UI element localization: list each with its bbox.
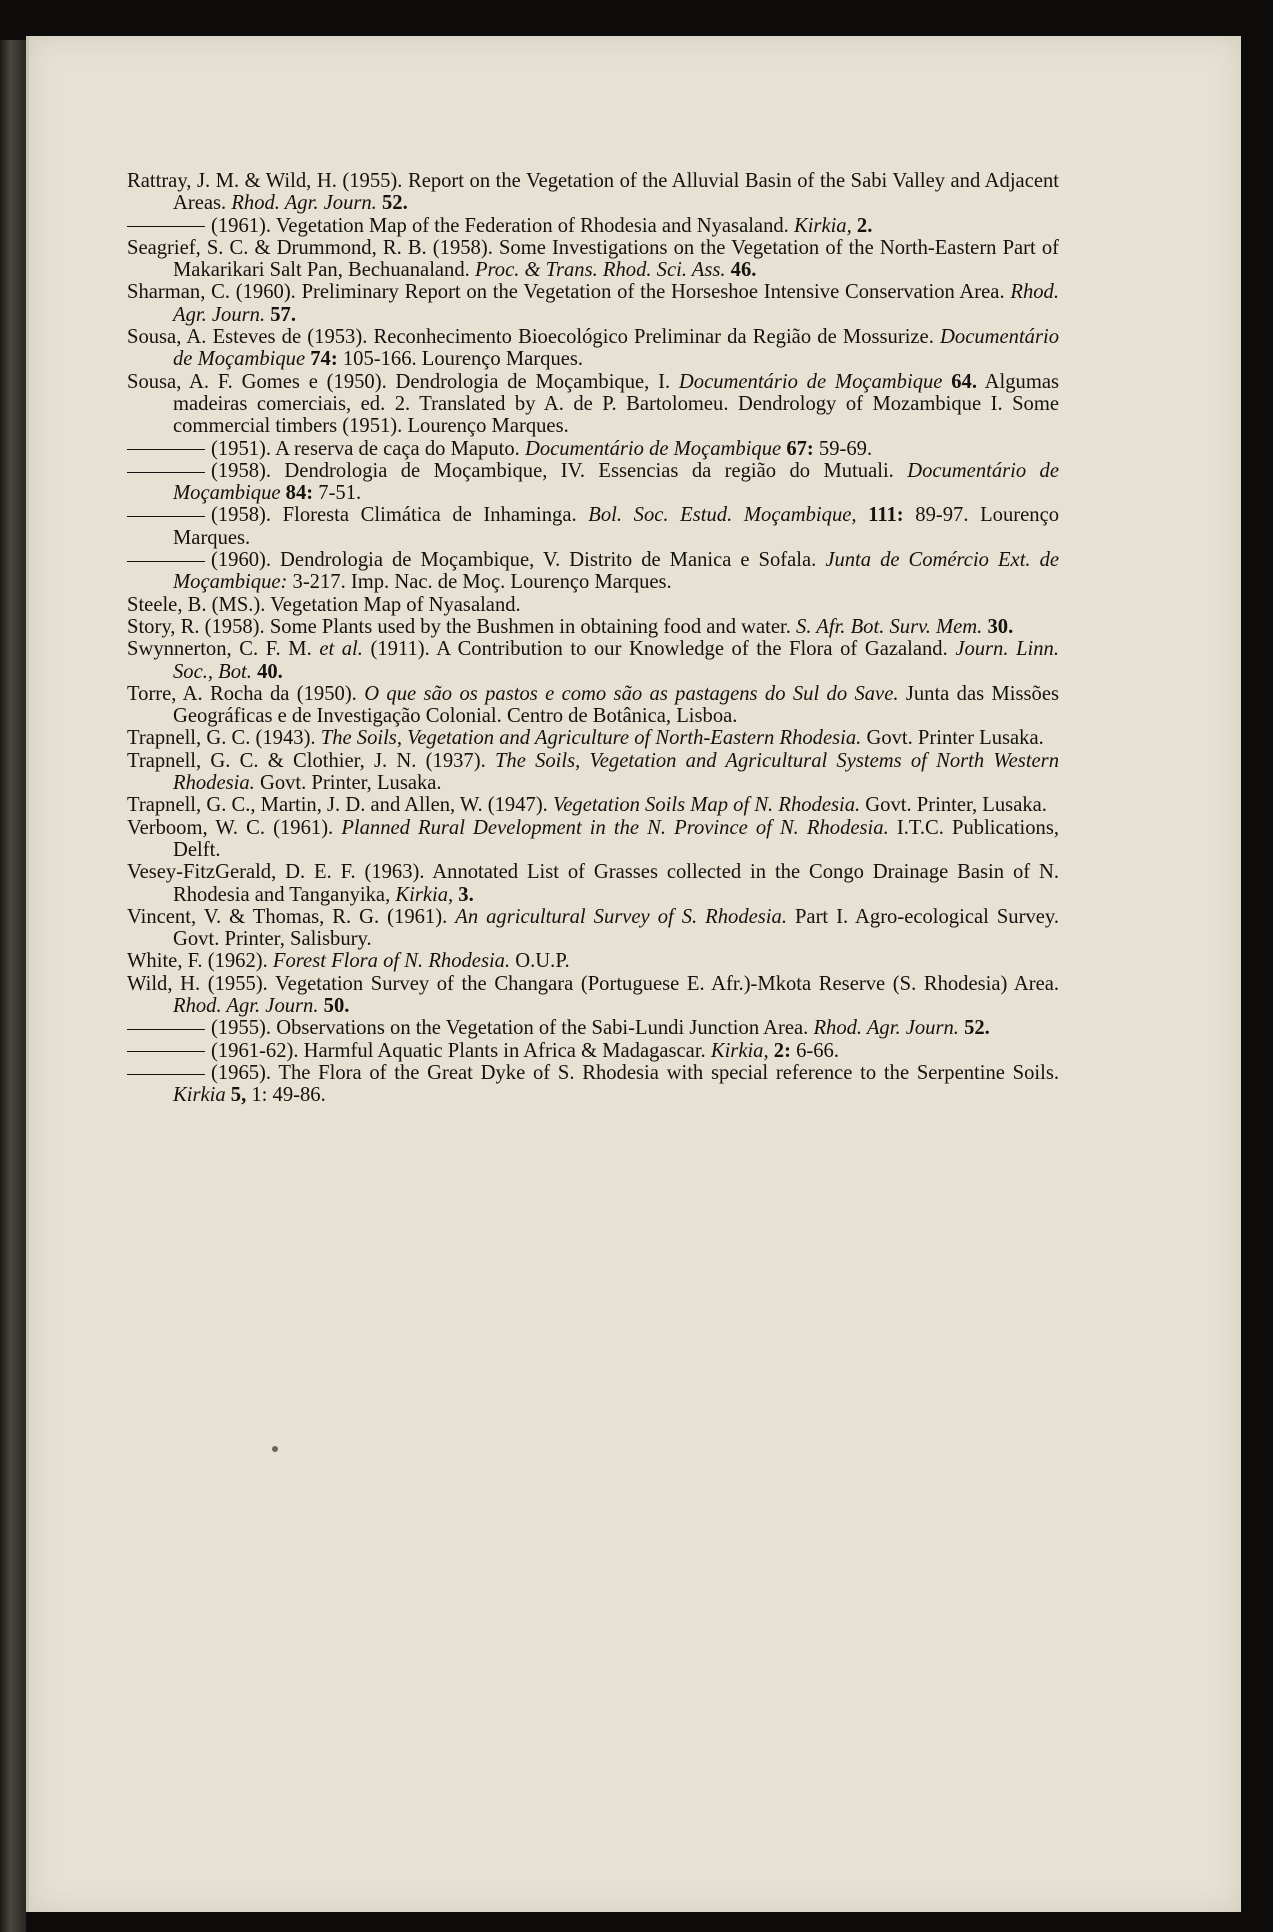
repeat-author-dash — [127, 561, 205, 562]
reference-entry: White, F. (1962). Forest Flora of N. Rhodesia. O.U.P. — [127, 950, 570, 973]
repeat-author-dash — [127, 226, 205, 227]
reference-entry: (1961). Vegetation Map of the Federation of Rhodesia and Nyasaland. Kirkia, 2. — [127, 215, 1059, 237]
repeat-author-dash — [127, 1029, 205, 1030]
reference-entry: Vincent, V. & Thomas, R. G. (1961). An agricultural Survey of S. Rhodesia. Part I. Agro-ecological Survey. Govt. Printer, Salisbury. — [127, 905, 1059, 951]
reference-entry: Sousa, A. F. Gomes e (1950). Dendrologia de Moçambique, I. Documentário de Moçambique 64. Algumas madeiras comerciais, ed. 2. Translated by A. de P. Bartolomeu. Dendrology of Mozambique I. Some commercial timbers (1951). Lourenço Marques. — [127, 370, 1060, 438]
reference-entry: (1958). Floresta Climática de Inhaminga. Bol. Soc. Estud. Moçambique, 111: 89-97. Lourenço Marques. — [127, 504, 1059, 549]
reference-entry: Story, R. (1958). Some Plants used by the Bushmen in obtaining food and water. S. Afr. Bot. Surv. Mem. 30. — [127, 615, 1014, 638]
reference-entry: (1965). The Flora of the Great Dyke of S. Rhodesia with special reference to the Serpentine Soils. Kirkia 5, 1: 49-86. — [127, 1062, 1059, 1107]
ink-speck — [272, 1446, 278, 1452]
reference-entry: Rattray, J. M. & Wild, H. (1955). Report on the Vegetation of the Alluvial Basin of the Sabi Valley and Adjacent Areas. Rhod. Agr. Journ. 52. — [127, 170, 1059, 215]
reference-entry: Vesey-FitzGerald, D. E. F. (1963). Annotated List of Grasses collected in the Congo Drainage Basin of N. Rhodesia and Tanganyika, Kirkia, 3. — [127, 861, 1059, 906]
repeat-author-dash — [127, 449, 205, 450]
repeat-author-dash — [127, 1051, 205, 1052]
repeat-author-dash — [127, 516, 205, 517]
reference-entry: (1960). Dendrologia de Moçambique, V. Distrito de Manica e Sofala. Junta de Comércio Ext. de Moçambique: 3-217. Imp. Nac. de Moç. Lourenço Marques. — [127, 549, 1059, 594]
reference-entry: (1955). Observations on the Vegetation of the Sabi-Lundi Junction Area. Rhod. Agr. Journ. 52. — [127, 1017, 1059, 1039]
reference-entry: Verboom, W. C. (1961). Planned Rural Development in the N. Province of N. Rhodesia. I.T.C. Publications, Delft. — [127, 816, 1059, 861]
reference-entry: (1961-62). Harmful Aquatic Plants in Africa & Madagascar. Kirkia, 2: 6-66. — [127, 1040, 1059, 1062]
book-spine — [0, 40, 26, 1932]
reference-entry: Sharman, C. (1960). Preliminary Report on the Vegetation of the Horseshoe Intensive Conservation Area. Rhod. Agr. Journ. 57. — [127, 281, 1059, 326]
reference-entry: (1958). Dendrologia de Moçambique, IV. Essencias da região do Mutuali. Documentário de Moçambique 84: 7-51. — [127, 460, 1059, 505]
reference-entry: Swynnerton, C. F. M. et al. (1911). A Contribution to our Knowledge of the Flora of Gazaland. Journ. Linn. Soc., Bot. 40. — [127, 638, 1060, 683]
reference-entry: Sousa, A. Esteves de (1953). Reconhecimento Bioecológico Preliminar da Região de Mossurize. Documentário de Moçambique 74: 105-166. Lourenço Marques. — [127, 326, 1059, 371]
reference-entry: Trapnell, G. C. & Clothier, J. N. (1937). The Soils, Vegetation and Agricultural Systems of North Western Rhodesia. Govt. Printer, Lusaka. — [127, 749, 1059, 795]
repeat-author-dash — [127, 1074, 205, 1075]
reference-list — [127, 170, 1059, 1106]
repeat-author-dash — [127, 472, 205, 473]
reference-entry: Wild, H. (1955). Vegetation Survey of the Changara (Portuguese E. Afr.)-Mkota Reserve (S. Rhodesia) Area. Rhod. Agr. Journ. 50. — [127, 972, 1059, 1017]
reference-entry: Steele, B. (MS.). Vegetation Map of Nyasaland. — [127, 593, 521, 616]
reference-entry: Trapnell, G. C. (1943). The Soils, Vegetation and Agriculture of North-Eastern Rhodesia. Govt. Printer Lusaka. — [127, 727, 1044, 750]
reference-entry: (1951). A reserva de caça do Maputo. Documentário de Moçambique 67: 59-69. — [127, 438, 1059, 460]
reference-entry: Torre, A. Rocha da (1950). O que são os pastos e como são as pastagens do Sul do Save. Junta das Missões Geográficas e de Investigação Colonial. Centro de Botânica, Lisboa. — [127, 682, 1059, 728]
reference-entry: Seagrief, S. C. & Drummond, R. B. (1958). Some Investigations on the Vegetation of the North-Eastern Part of Makarikari Salt Pan, Bechuanaland. Proc. & Trans. Rhod. Sci. Ass. 46. — [127, 236, 1059, 282]
reference-entry: Trapnell, G. C., Martin, J. D. and Allen, W. (1947). Vegetation Soils Map of N. Rhodesia. Govt. Printer, Lusaka. — [127, 794, 1047, 817]
